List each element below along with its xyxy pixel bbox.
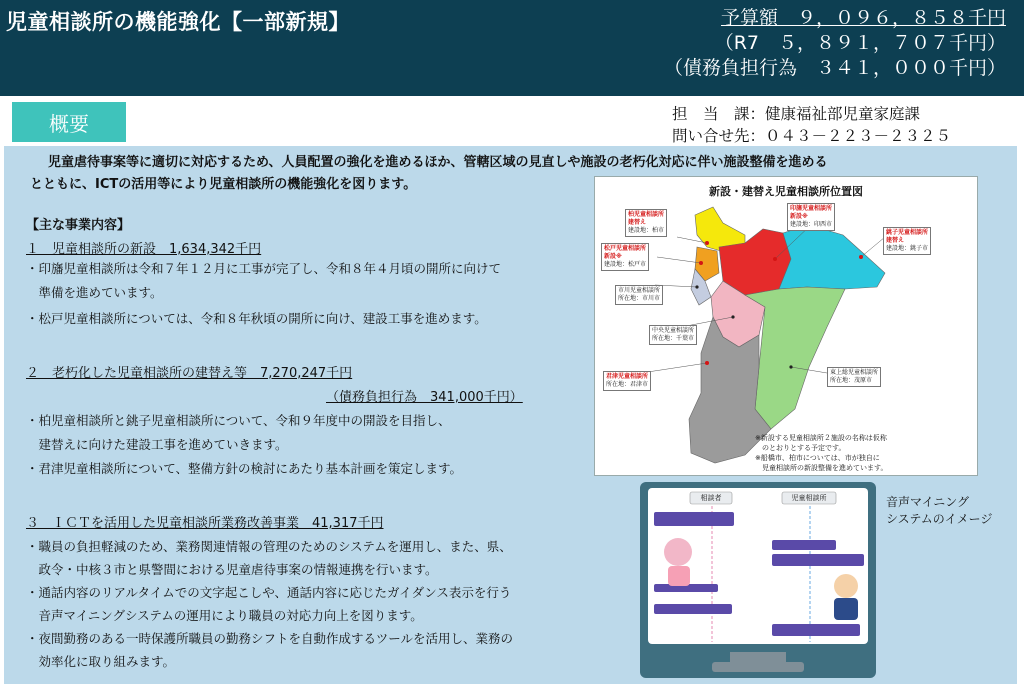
map-label-kimitsu: 君津児童相談所 所在地：君津市: [603, 371, 651, 391]
section-2-debt: （債務負担行為 341,000千円）: [326, 390, 523, 405]
section-1-bullet: 準備を進めています。: [26, 285, 163, 300]
site-choshi: [859, 255, 863, 259]
map-label-inba: 印旛児童相談所 新設※ 建設地：印西市: [787, 203, 835, 231]
section-3-bullet: ・通話内容のリアルタイムでの文字起こしや、通話内容に応じたガイダンス表示を行う: [26, 585, 512, 600]
section-3-bullet: ・職員の負担軽減のため、業務関連情報の管理のためのシステムを運用し、また、県、: [26, 539, 512, 554]
main-heading: 【主な事業内容】: [26, 218, 131, 233]
map-title: 新設・建替え児童相談所位置図: [709, 185, 863, 198]
budget-amount: 予算額 ９，０９６，８５８千円: [720, 7, 1006, 29]
section-1-bullet: ・松戸児童相談所については、令和８年秋頃の開所に向け、建設工事を進めます。: [26, 311, 487, 326]
map-label-ichikawa: 市川児童相談所 所在地：市川市: [615, 285, 663, 305]
site-kashiwa: [705, 241, 709, 245]
section-3-bullet: ・夜間勤務のある一時保護所職員の勤務シフトを自動作成するツールを活用し、業務の: [26, 631, 514, 646]
site-matsudo: [699, 261, 703, 265]
section-3-bullet: 音声マイニングシステムの運用により職員の対応力向上を図ります。: [26, 608, 423, 623]
column-consulter: 相談者: [700, 494, 722, 502]
map-label-kashiwa: 柏児童相談所 建替え 建設地：柏市: [625, 209, 667, 237]
section-2-bullet: 建替えに向けた建設工事を進めていきます。: [26, 437, 288, 452]
map-label-choshi: 銚子児童相談所 建替え 建設地：銚子市: [883, 227, 931, 255]
intro-line-1: 児童虐待事案等に適切に対応するため、人員配置の強化を進めるほか、管轄区域の見直しや施設の老朽化対応に伴い施設整備を進める: [48, 155, 828, 170]
contact-info: [672, 103, 951, 147]
site-kimitsu: [705, 361, 709, 365]
voice-mining-illustration: [640, 482, 876, 678]
page-title: 児童相談所の機能強化【一部新規】: [6, 10, 350, 34]
map-label-chuo: 中央児童相談所 所在地：千葉市: [649, 325, 697, 345]
section-2-heading: ２ 老朽化した児童相談所の建替え等 7,270,247千円: [26, 366, 353, 381]
contact-dept: 担 当 課：健康福祉部児童家庭課: [672, 105, 921, 123]
map-label-togane: 東上総児童相談所 所在地：茂原市: [827, 367, 881, 387]
map-notes: ※新設する児童相談所２施設の名称は仮称 のとおりとする予定です。 ※船橋市、柏市については、市が独自に 児童相談所の新設整備を進めています。: [755, 434, 888, 472]
column-center: 児童相談所: [791, 494, 827, 502]
section-2-bullet: ・柏児童相談所と銚子児童相談所について、令和９年度中の開設を目指し、: [26, 413, 451, 428]
intro-line-2: とともに、ICTの活用等により児童相談所の機能強化を図ります。: [30, 177, 417, 192]
section-1-heading: １ 児童相談所の新設 1,634,342千円: [26, 242, 262, 257]
contact-phone: 問い合せ先：０４３－２２３－２３２５: [672, 127, 952, 145]
section-3-bullet: 政令・中核３市と県警間における児童虐待事案の情報連携を行います。: [26, 562, 438, 577]
section-2-bullet: ・君津児童相談所について、整備方針の検討にあたり基本計画を策定します。: [26, 461, 463, 476]
section-3-bullet: 効率化に取り組みます。: [26, 654, 176, 669]
site-chuo: [731, 315, 734, 318]
section-1-bullet: ・印旛児童相談所は令和７年１２月に工事が完了し、令和８年４月頃の開所に向けて: [26, 261, 502, 276]
region-choshi: [779, 225, 885, 289]
location-map: [594, 176, 978, 476]
voice-mining-caption: 音声マイニング システムのイメージ: [886, 495, 993, 526]
overview-tag: 概要: [12, 102, 126, 142]
map-label-matsudo: 松戸児童相談所 新設※ 建設地：松戸市: [601, 243, 649, 271]
section-3-heading: ３ ＩＣＴを活用した児童相談所業務改善事業 41,317千円: [26, 516, 384, 531]
monitor-graphic: [640, 482, 876, 678]
header-bar: [0, 0, 1024, 96]
site-inba: [773, 257, 777, 261]
site-togane: [789, 365, 792, 368]
budget-debt: （債務負担行為 ３４１，０００千円）: [663, 57, 1006, 79]
budget-block: [664, 6, 1006, 81]
site-ichikawa: [695, 285, 698, 288]
budget-r7: （R7 ５，８９１，７０７千円）: [714, 32, 1006, 54]
